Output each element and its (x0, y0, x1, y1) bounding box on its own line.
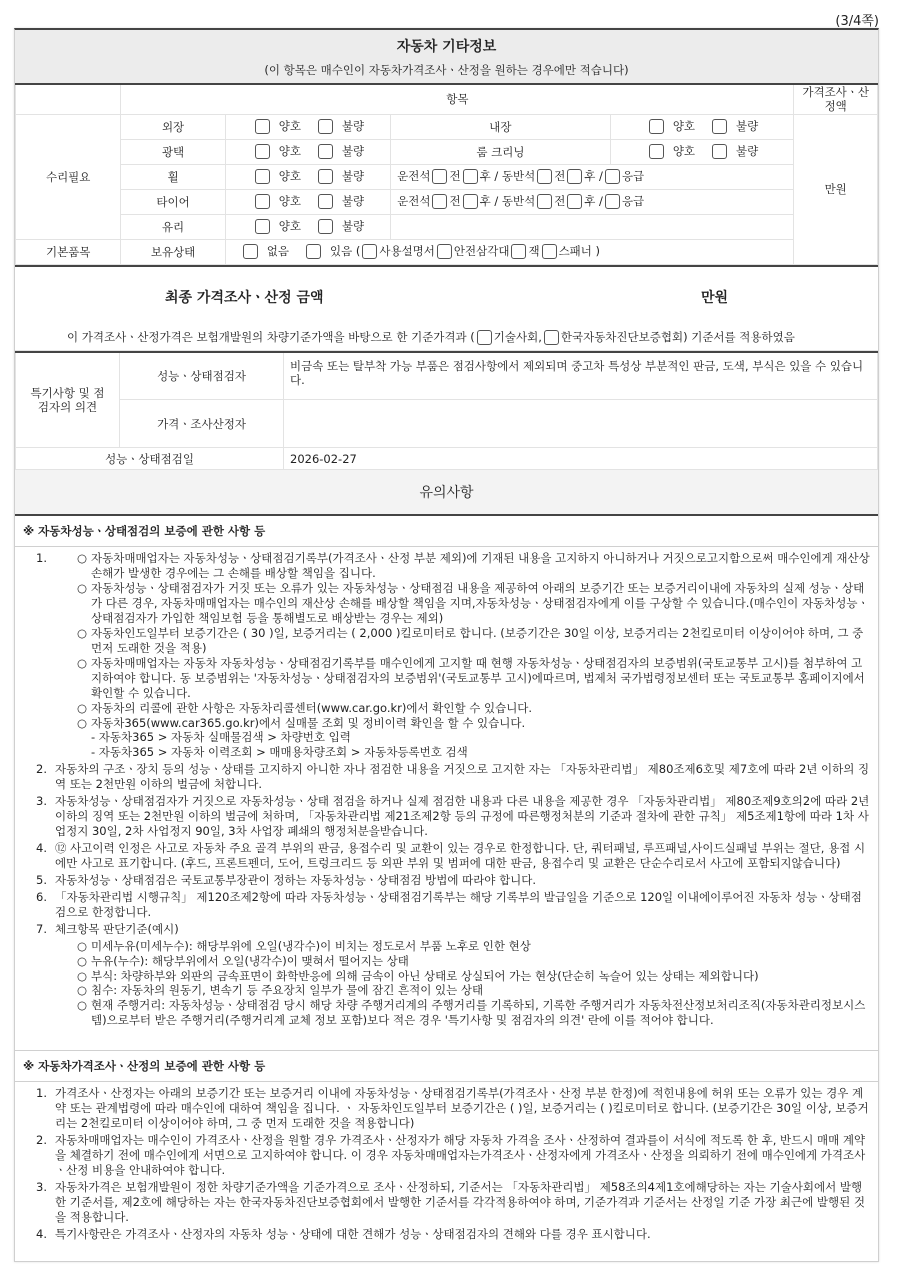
checkbox[interactable] (567, 169, 582, 184)
seat-cell: 운전석 전 후 / 동반석 전 후 / 응급 (391, 164, 794, 189)
list-item: 3. 자동차성능ㆍ상태점검자가 거짓으로 자동차성능ㆍ상태 점검을 하거나 실제 점검한 내용과 다른 내용을 제공한 경우 「자동차관리법」 제80조제9호의2에 따라 2년 이하의 징역 또는 2천만원 이하의 벌금에 처하며, 「자동차관리법 제21조제2항 등의 규정에 따른행정처분의 기준과 절차에 관한 규칙」 제5조제1항에 따라 1차 사업정지 30일, 2차 사업정지 90일, 3차 사업장 폐쇄의 행정처분을받습니다. (36, 794, 870, 839)
row-name: 유리 (121, 214, 225, 239)
checkbox[interactable] (306, 244, 321, 259)
sub-item: ○ 자동차인도일부터 보증기간은 ( 30 )일, 보증거리는 ( 2,000 )킬로미터로 합니다. (보증기간은 30일 이상, 보증거리는 2천킬로미터 이상이어야 하며, 그 중 먼저 도래한 것을 적용) (77, 625, 864, 655)
dash-item: - 자동차365 > 자동차 실매물검색 > 차량번호 입력 (91, 730, 351, 745)
final-price-unit: 만원 (701, 289, 729, 306)
checkbox[interactable] (544, 330, 559, 345)
checkbox[interactable] (477, 330, 492, 345)
sub-item: ○ 자동차성능ㆍ상태점검자가 거짓 또는 오류가 있는 자동차성능ㆍ상태점검 내용을 제공하여 아래의 보증기간 또는 보증거리이내에 자동차의 실제 성능ㆍ상태가 다른 경우, 자동차매매업자는 매수인의 재산상 손해를 배상할 책임을 지며,자동차성능ㆍ상태점검자에게 이를 구상할 수 있습니다.(매수인이 자동차성능ㆍ상태점검자가 가입한 책임보험 등을 통해별도로 배상받는 경우는 제외) (77, 581, 869, 625)
bullet-icon: ○ (77, 700, 88, 715)
bullet-icon: ○ (77, 715, 88, 730)
list-item: 4. 특기사항란은 가격조사ㆍ산정자의 자동차 성능ㆍ상태에 대한 견해가 성능ㆍ상태점검자의 견해와 다를 경우 표시합니다. (36, 1226, 651, 1241)
row-name: 광택 (121, 139, 225, 164)
checkbox[interactable] (318, 194, 333, 209)
sub-item: ○ 부식: 차량하부와 외판의 금속표면이 화학반응에 의해 금속이 아닌 상태로 상실되어 가는 현상(단순히 녹슬어 있는 상태는 제외합니다) (77, 968, 759, 983)
bullet-icon: ○ (77, 581, 88, 596)
row-name: 룸 크리닝 (391, 139, 611, 164)
final-price-note: 이 가격조사ㆍ산정가격은 보험개발원의 차량기준가액을 바탕으로 한 기준가격과 ( 기술사회, 한국자동차진단보증협회) 기준서를 적용하였음 (67, 329, 795, 344)
seat-cell: 운전석 전 후 / 동반석 전 후 / 응급 (391, 189, 794, 214)
guarantee-heading: ※ 자동차성능ㆍ상태점검의 보증에 관한 사항 등 (15, 516, 878, 547)
basic-sub: 보유상태 (121, 239, 225, 264)
sub-item: ○ 미세누유(미세누수): 해당부위에 오일(냉각수)이 비치는 정도로서 부품 노후로 인한 현상 (77, 938, 531, 953)
bullet-icon: ○ (77, 953, 88, 968)
repair-label: 수리필요 (16, 114, 121, 239)
final-price-label: 최종 가격조사ㆍ산정 금액 (165, 289, 324, 306)
list-item: 5. 자동차성능ㆍ상태점검은 국토교통부장관이 정하는 자동차성능ㆍ상태점검 방법에 따라야 합니다. (36, 872, 537, 887)
checkbox[interactable] (605, 194, 620, 209)
bullet-icon: ○ (77, 968, 88, 983)
bullet-icon: ○ (77, 655, 88, 670)
notice-title: 유의사항 (15, 470, 878, 516)
sub-item: ○ 누유(누수): 해당부위에서 오일(냉각수)이 맺혀서 떨어지는 상태 (77, 953, 409, 968)
checkbox[interactable] (362, 244, 377, 259)
gb-cell: 양호 불량 (225, 214, 390, 239)
items-header: 항목 (121, 84, 794, 114)
list-item: 6. 「자동차관리법 시행규칙」 제120조제2항에 따라 자동차성능ㆍ상태점검기록부는 해당 기록부의 발급일을 기준으로 120일 이내에이루어진 자동차 성능ㆍ상태점검으로 한정합니다. (36, 889, 862, 919)
section-title: 자동차 기타정보 (15, 30, 878, 56)
bullet-icon: ○ (77, 551, 88, 566)
list-item: 7. 체크항목 판단기준(예시) (36, 921, 179, 936)
sub-item: ○ 자동차매매업자는 자동차 자동차성능ㆍ상태점검기록부를 매수인에게 고지할 때 현행 자동차성능ㆍ상태점검자의 보증범위(국토교통부 고시)를 첨부하여 고지하여야 합니다. 동 보증범위는 '자동차성능ㆍ상태점검자의 보증범위'(국토교통부 고시)에따르며, 법제처 국가법령정보센터 또는 국토교통부 홈페이지에서 확인할 수 있습니다. (77, 655, 865, 700)
sub-item: ○ 현재 주행거리: 자동차성능ㆍ상태점검 당시 해당 차량 주행거리계의 주행거리를 기록하되, 기록한 주행거리가 자동차전산정보처리조직(자동차관리정보시스템)으로부터 받은 주행거리(주행거리계 교체 정보 포함)보다 적은 경우 '특기사항 및 점검자의 의견' 란에 이를 적어야 합니다. (77, 998, 866, 1028)
checkbox[interactable] (318, 219, 333, 234)
numbered-list (15, 1082, 878, 1241)
checkbox[interactable] (605, 169, 620, 184)
final-price-section (15, 265, 878, 351)
checkbox[interactable] (463, 169, 478, 184)
list-item: 1. (36, 551, 47, 566)
gb-cell: 양호 불량 (610, 114, 794, 139)
checkbox[interactable] (463, 194, 478, 209)
checkbox[interactable] (649, 144, 664, 159)
sub-item: ○ 침수: 자동차의 원동기, 변속기 등 주요장치 일부가 물에 잠긴 흔적이 있는 상태 (77, 983, 484, 998)
row-name: 휠 (121, 164, 225, 189)
appraiser-label: 가격ㆍ조사산정자 (120, 400, 284, 448)
section-subtitle: (이 항목은 매수인이 자동차가격조사ㆍ산정을 원하는 경우에만 적습니다) (15, 56, 878, 83)
checkbox[interactable] (243, 244, 258, 259)
checkbox[interactable] (255, 219, 270, 234)
checkbox[interactable] (542, 244, 557, 259)
list-item: 3. 자동차가격은 보험개발원이 정한 차량기준가액을 기준가격으로 조사ㆍ산정하되, 기준서는 「자동차관리법」 제58조의4제1호에해당하는 자는 기술사회에서 발행한 기준서를, 제2호에 해당하는 자는 한국자동차진단보증협회에서 발행한 기준서를 각각적용하여야 하며, 기준가격과 기준서는 산정일 기준 가장 최근에 발행된 것을 적용합니다. (36, 1179, 865, 1224)
special-table (15, 351, 878, 471)
list-item: 4. ⑫ 사고이력 인정은 사고로 자동차 주요 골격 부위의 판금, 용접수리 및 교환이 있는 경우로 한정합니다. 단, 쿼터패널, 루프패널,사이드실패널 부위는 절단, 용접 시에만 사고로 표기합니다. (후드, 프론트펜더, 도어, 트렁크리드 등 외판 부위 및 범퍼에 대한 판금, 용접수리 및 교환은 단순수리로서 사고에 포함되지않습니다) (36, 841, 866, 870)
checkbox[interactable] (432, 169, 447, 184)
price-won: 만원 (794, 114, 878, 264)
bullet-icon: ○ (77, 998, 88, 1013)
inspection-date: 2026-02-27 (284, 448, 878, 470)
list-item: 2. 자동차의 구조ㆍ장치 등의 성능ㆍ상태를 고지하지 아니한 자나 점검한 내용을 거짓으로 고지한 자는 「자동차관리법」 제80조제6호및 제7호에 따라 2년 이하의 징역 또는 2천만원 이하의 벌금에 처합니다. (36, 762, 870, 792)
gb-cell: 양호 불량 (225, 164, 390, 189)
checkbox[interactable] (567, 194, 582, 209)
special-label: 특기사항 및 점검자의 의견 (16, 352, 120, 448)
guarantee-notes (15, 547, 878, 1028)
checkbox[interactable] (437, 244, 452, 259)
checkbox[interactable] (712, 119, 727, 134)
row-name: 내장 (391, 114, 611, 139)
checkbox[interactable] (318, 169, 333, 184)
price-header: 가격조사ㆍ산정액 (794, 84, 878, 114)
repair-table (15, 83, 878, 265)
gb-cell: 양호 불량 (225, 139, 390, 164)
checkbox[interactable] (537, 169, 552, 184)
checkbox[interactable] (318, 119, 333, 134)
list-item: 1. 가격조사ㆍ산정자는 아래의 보증기간 또는 보증거리 이내에 자동차성능ㆍ상태점검기록부(가격조사ㆍ산정 부분 한정)에 적힌내용에 허위 또는 오류가 있는 경우 계약 또는 관계법령에 따라 매수인에 대하여 책임을 집니다. ㆍ 자동차인도일부터 보증기간은 ( )일, 보증거리는 ( )킬로미터로 합니다. (보증기간은 30일 이상, 보증거리는 2천킬로미터 이상이어야 하며, 그 중 먼저 도래한 것을 적용합니다) (36, 1086, 869, 1131)
numbered-list (15, 762, 878, 936)
bullet-icon: ○ (77, 625, 88, 640)
checkbox[interactable] (432, 194, 447, 209)
checkbox[interactable] (255, 144, 270, 159)
checkbox[interactable] (255, 194, 270, 209)
sub-list (15, 939, 878, 1029)
checkbox[interactable] (255, 169, 270, 184)
inspection-date-label: 성능ㆍ상태점검일 (16, 448, 284, 470)
gb-cell: 양호 불량 (610, 139, 794, 164)
inspector-opinion: 비금속 또는 탈부착 가능 부품은 점검사항에서 제외되며 중고차 특성상 부분적인 판금, 도색, 부식은 있을 수 있습니다. (284, 352, 878, 400)
basic-cell: 없음 있음 ( 사용설명서 안전삼각대 잭 스패너 ) (225, 239, 794, 264)
checkbox[interactable] (511, 244, 526, 259)
document-page (14, 28, 879, 1262)
sub-item: ○ 자동차365(www.car365.go.kr)에서 실매물 조회 및 정비이력 확인을 할 수 있습니다. (77, 715, 526, 730)
sub-list (15, 551, 878, 730)
sub-item: ○ 자동차의 리콜에 관한 사항은 자동차리콜센터(www.car.go.kr)에서 확인할 수 있습니다. (77, 700, 533, 715)
list-item: 2. 자동차매매업자는 매수인이 가격조사ㆍ산정을 원할 경우 가격조사ㆍ산정자가 해당 자동차 가격을 조사ㆍ산정하여 결과를이 서식에 적도록 한 후, 반드시 매매 계약을 체결하기 전에 매수인에게 서면으로 고지하여야 합니다. 이 경우 자동차매매업자는가격조사ㆍ산정자에게 가격조사ㆍ산정을 의뢰하기 전에 매수인에게 가격조사ㆍ산정 비용을 안내하여야 합니다. (36, 1133, 866, 1177)
bullet-icon: ○ (77, 983, 88, 998)
checkbox[interactable] (537, 194, 552, 209)
checkbox[interactable] (712, 144, 727, 159)
gb-cell: 양호 불량 (225, 189, 390, 214)
checkbox[interactable] (649, 119, 664, 134)
checkbox[interactable] (318, 144, 333, 159)
dash-item: - 자동차365 > 자동차 이력조회 > 매매용차량조회 > 자동차등록번호 검색 (91, 745, 468, 760)
basic-label: 기본품목 (16, 239, 121, 264)
page-number: (3/4쪽) (835, 14, 879, 29)
row-name: 타이어 (121, 189, 225, 214)
guarantee-heading: ※ 자동차가격조사ㆍ산정의 보증에 관한 사항 등 (15, 1050, 878, 1082)
checkbox[interactable] (255, 119, 270, 134)
inspector-label: 성능ㆍ상태점검자 (120, 352, 284, 400)
sub-item: ○ 자동차매매업자는 자동차성능ㆍ상태점검기록부(가격조사ㆍ산정 부분 제외)에 기재된 내용을 고지하지 아니하거나 거짓으로고지함으로써 매수인에게 재산상 손해가 발생한 경우에는 그 손해를 배상할 책임을 집니다. (77, 551, 870, 581)
row-name: 외장 (121, 114, 225, 139)
bullet-icon: ○ (77, 938, 88, 953)
gb-cell: 양호 불량 (225, 114, 390, 139)
